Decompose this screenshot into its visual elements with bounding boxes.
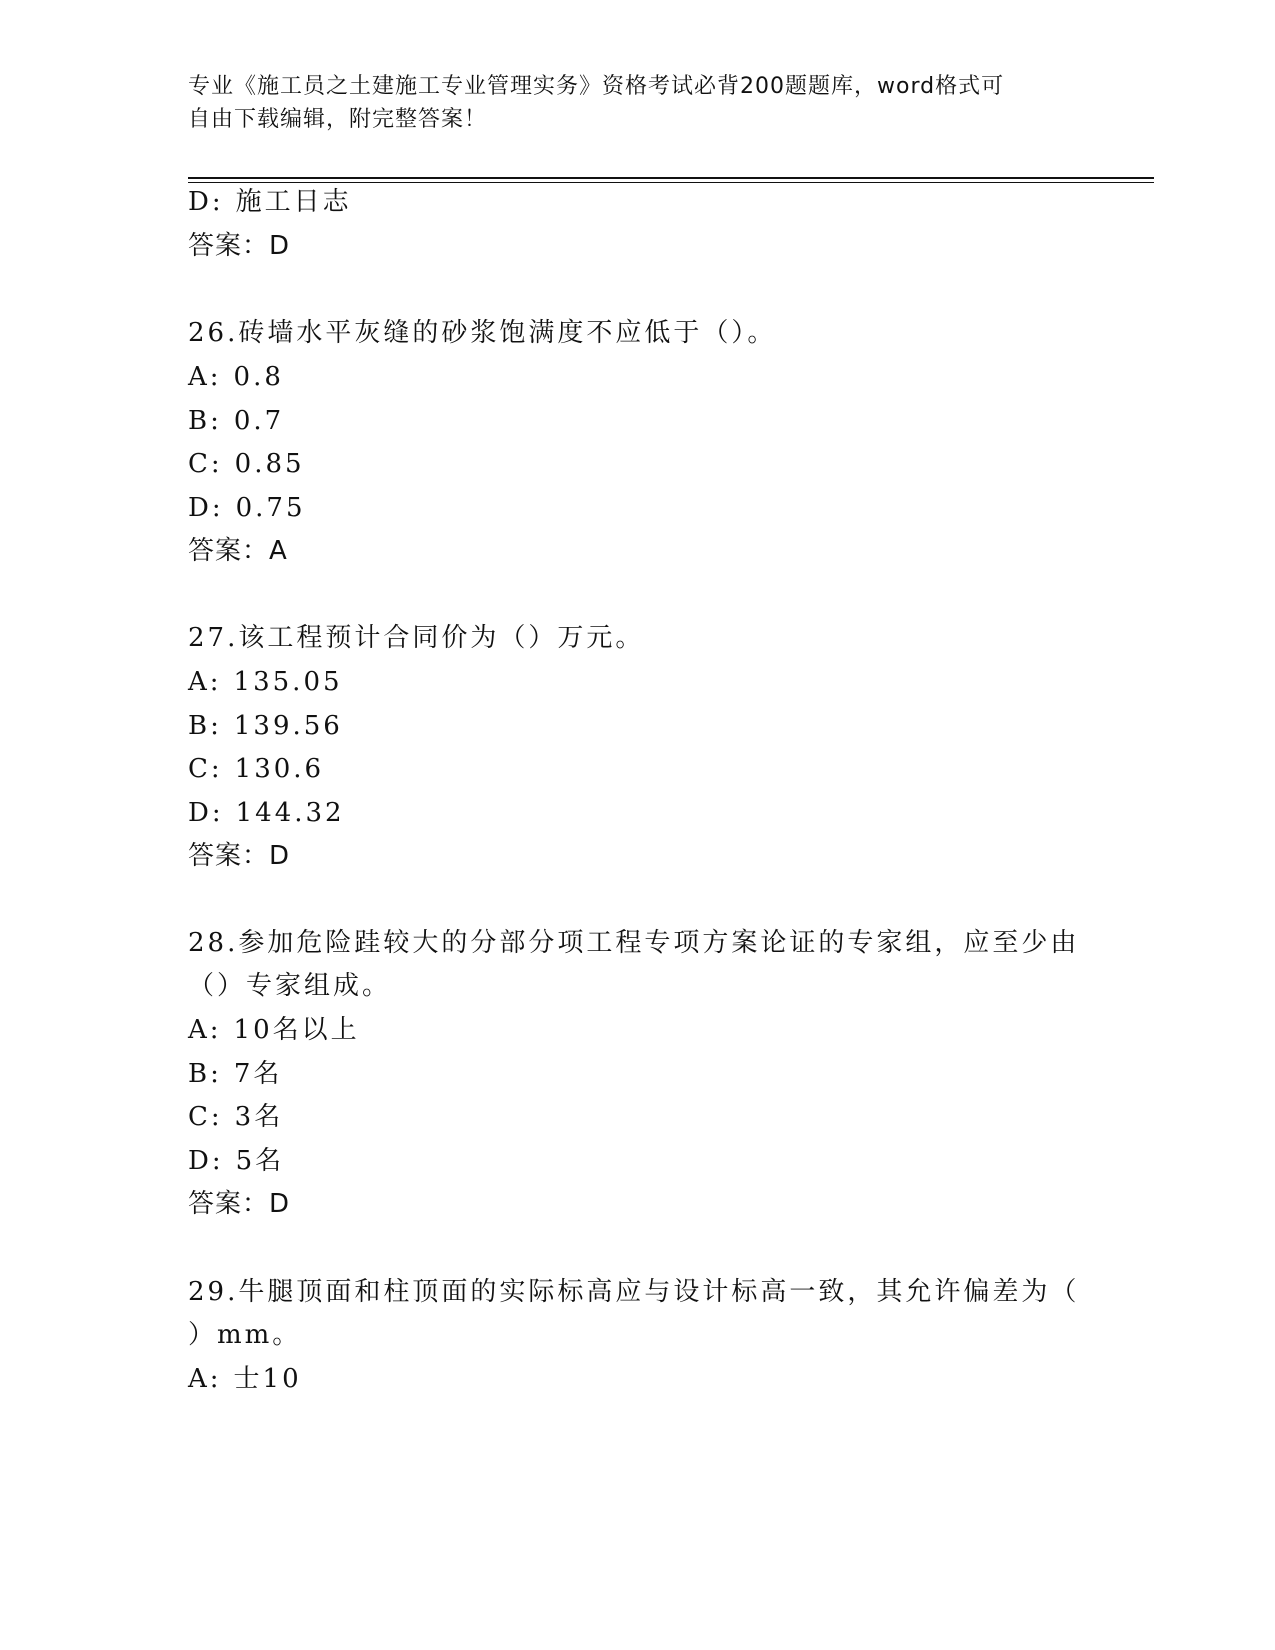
option-d: [188, 797, 345, 829]
option-key: D:: [188, 187, 224, 217]
option-key: B:: [188, 1059, 222, 1089]
option-text: 5名: [235, 1146, 285, 1176]
option-b: [188, 1058, 282, 1090]
option-text: 10名以上: [233, 1015, 360, 1045]
option-key: A:: [188, 1015, 222, 1045]
answer-line: 答案：D: [188, 841, 291, 871]
option-text: 135.05: [233, 667, 343, 697]
option-a: [188, 361, 284, 393]
document-header: [188, 70, 1088, 136]
option-d: [188, 186, 352, 218]
option-d: [188, 1145, 284, 1177]
option-key: A:: [188, 667, 222, 697]
header-divider-thin: [188, 182, 1154, 183]
header-title-line-2: 自由下载编辑，附完整答案！: [188, 107, 488, 132]
option-a: [188, 1014, 360, 1046]
option-key: C:: [188, 754, 223, 784]
option-text: 0.85: [234, 449, 305, 479]
header-divider-thick: [188, 177, 1154, 179]
option-text: 130.6: [234, 754, 325, 784]
option-key: C:: [188, 449, 223, 479]
question-stem: 27.该工程预计合同价为（）万元。: [188, 623, 645, 653]
option-text: 139.56: [233, 711, 343, 741]
option-key: B:: [188, 406, 222, 436]
answer-line: 答案：A: [188, 536, 288, 566]
option-c: [188, 448, 305, 480]
option-a: [188, 666, 343, 698]
option-text: 7名: [233, 1059, 283, 1089]
answer-line: 答案：D: [188, 231, 291, 261]
option-b: [188, 710, 343, 742]
option-text: 0.8: [233, 362, 284, 392]
option-c: [188, 753, 324, 785]
question-stem-line-2: ）mm。: [188, 1320, 302, 1350]
option-text: 0.75: [235, 493, 306, 523]
header-title-line-1: 专业《施工员之土建施工专业管理实务》资格考试必背200题题库，word格式可: [188, 74, 1005, 99]
option-key: A:: [188, 1364, 222, 1394]
option-d: [188, 492, 306, 524]
option-key: A:: [188, 362, 222, 392]
option-c: [188, 1101, 283, 1133]
option-key: D:: [188, 493, 224, 523]
option-text: 士10: [233, 1364, 302, 1394]
option-key: D:: [188, 1146, 224, 1176]
option-key: D:: [188, 798, 224, 828]
question-stem: 26.砖墙水平灰缝的砂浆饱满度不应低于（）。: [188, 318, 777, 348]
answer-line: 答案：D: [188, 1189, 291, 1219]
question-stem-line-2: （）专家组成。: [188, 971, 392, 1001]
option-b: [188, 405, 284, 437]
option-a: [188, 1363, 302, 1395]
option-text: 144.32: [235, 798, 345, 828]
option-key: C:: [188, 1102, 223, 1132]
option-key: B:: [188, 711, 222, 741]
option-text: 0.7: [233, 406, 285, 436]
option-text: 施工日志: [235, 187, 352, 217]
question-stem-line-1: 29.牛腿顶面和柱顶面的实际标高应与设计标高一致，其允许偏差为（: [188, 1277, 1080, 1307]
question-stem-line-1: 28.参加危险跬较大的分部分项工程专项方案论证的专家组，应至少由: [188, 928, 1080, 958]
option-text: 3名: [234, 1102, 284, 1132]
